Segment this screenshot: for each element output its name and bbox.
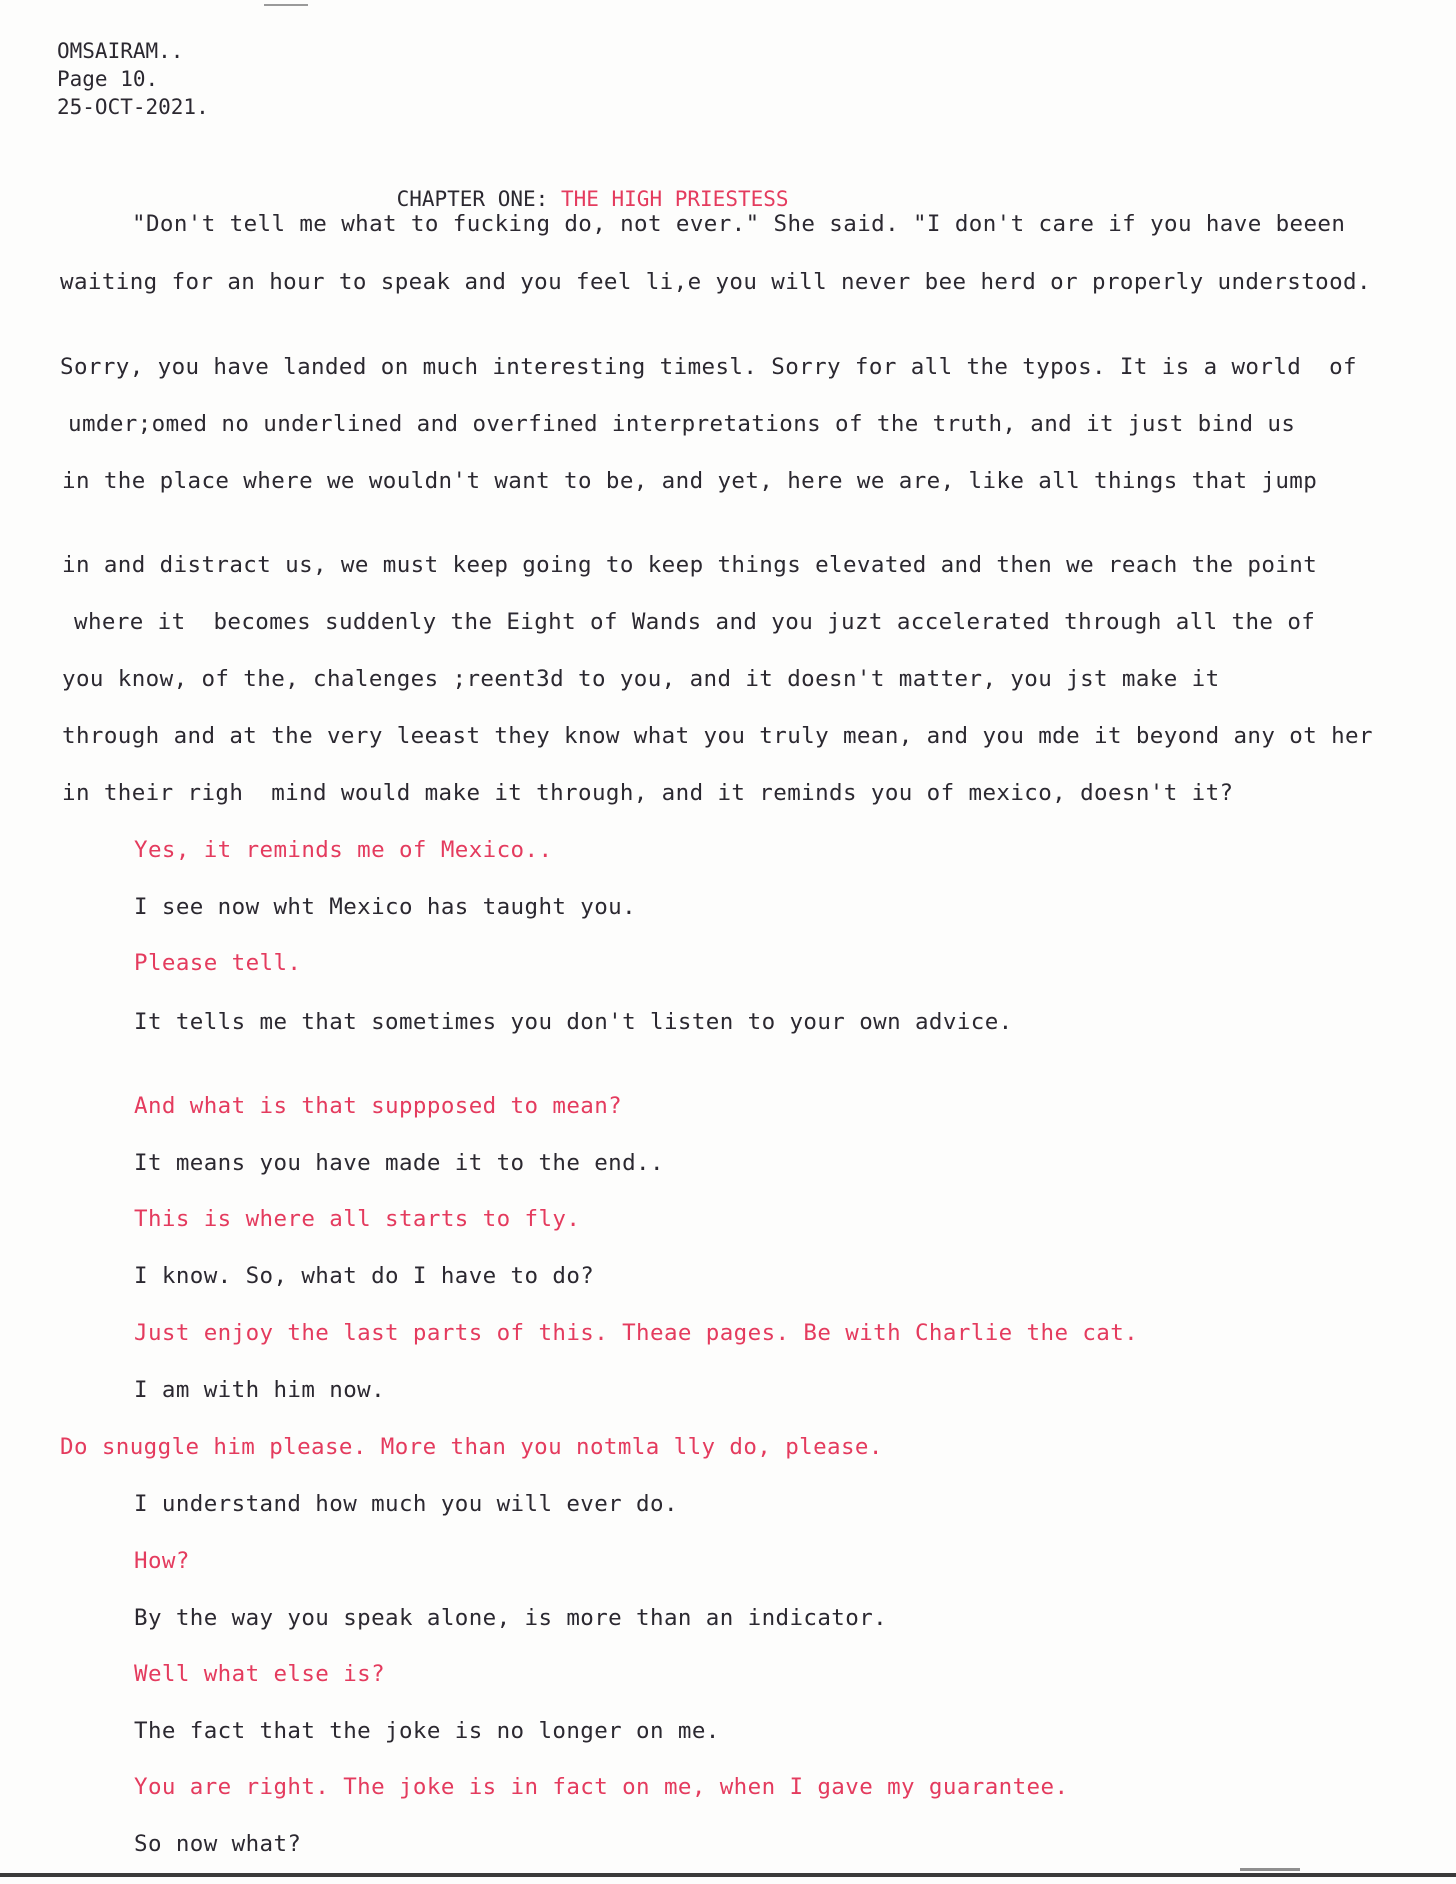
dialogue-line: It means you have made it to the end.. <box>134 1150 664 1176</box>
scan-mark-top <box>264 4 308 6</box>
paragraph-line: where it becomes suddenly the Eight of Wands and you juzt accelerated through all the of <box>74 609 1316 635</box>
chapter-prefix: CHAPTER ONE: <box>396 187 549 211</box>
dialogue-line: Just enjoy the last parts of this. Theae pages. Be with Charlie the cat. <box>134 1320 1139 1346</box>
dialogue-line: So now what? <box>134 1831 302 1857</box>
header-name: OMSAIRAM.. <box>57 39 184 63</box>
paragraph-line: umder;omed no underlined and overfined interpretations of the truth, and it just bind us <box>68 411 1296 437</box>
paragraph-line: you know, of the, chalenges ;reent3d to you, and it doesn't matter, you jst make it <box>62 666 1220 692</box>
dialogue-line: I am with him now. <box>134 1377 386 1403</box>
chapter-title: THE HIGH PRIESTESS <box>560 187 789 211</box>
paragraph-line: "Don't tell me what to fucking do, not ever." She said. "I don't care if you have beeen <box>132 211 1346 237</box>
dialogue-line: By the way you speak alone, is more than an indicator. <box>134 1605 888 1631</box>
dialogue-line: Yes, it reminds me of Mexico.. <box>134 837 553 863</box>
dialogue-line: Well what else is? <box>134 1661 386 1687</box>
dialogue-line: You are right. The joke is in fact on me, when I gave my guarantee. <box>134 1774 1069 1800</box>
header-page-number: Page 10. <box>57 67 159 91</box>
scan-mark-bottom <box>1240 1868 1300 1871</box>
dialogue-line: It tells me that sometimes you don't listen to your own advice. <box>134 1009 1013 1035</box>
dialogue-line: And what is that suppposed to mean? <box>134 1093 623 1119</box>
paragraph-line: in the place where we wouldn't want to be, and yet, here we are, like all things that jump <box>62 468 1318 494</box>
paragraph-line: in their righ mind would make it through, and it reminds you of mexico, doesn't it? <box>62 780 1234 806</box>
page-bottom-edge <box>0 1873 1456 1877</box>
dialogue-line: Do snuggle him please. More than you notmla lly do, please. <box>60 1434 883 1460</box>
dialogue-line: I understand how much you will ever do. <box>134 1491 678 1517</box>
dialogue-line: This is where all starts to fly. <box>134 1206 581 1232</box>
paragraph-line: Sorry, you have landed on much interesting timesl. Sorry for all the typos. It is a world of <box>60 354 1357 380</box>
dialogue-line: I see now wht Mexico has taught you. <box>134 894 637 920</box>
dialogue-line: I know. So, what do I have to do? <box>134 1263 595 1289</box>
paragraph-line: through and at the very leeast they know what you truly mean, and you mde it beyond any ot her <box>62 723 1373 749</box>
paragraph-line: waiting for an hour to speak and you feel li,e you will never bee herd or properly understood. <box>60 269 1371 295</box>
paragraph-line: in and distract us, we must keep going to keep things elevated and then we reach the point <box>62 552 1318 578</box>
header-date: 25-OCT-2021. <box>57 95 209 119</box>
dialogue-line: Please tell. <box>134 950 302 976</box>
dialogue-line: The fact that the joke is no longer on me. <box>134 1718 720 1744</box>
dialogue-line: How? <box>134 1548 190 1574</box>
